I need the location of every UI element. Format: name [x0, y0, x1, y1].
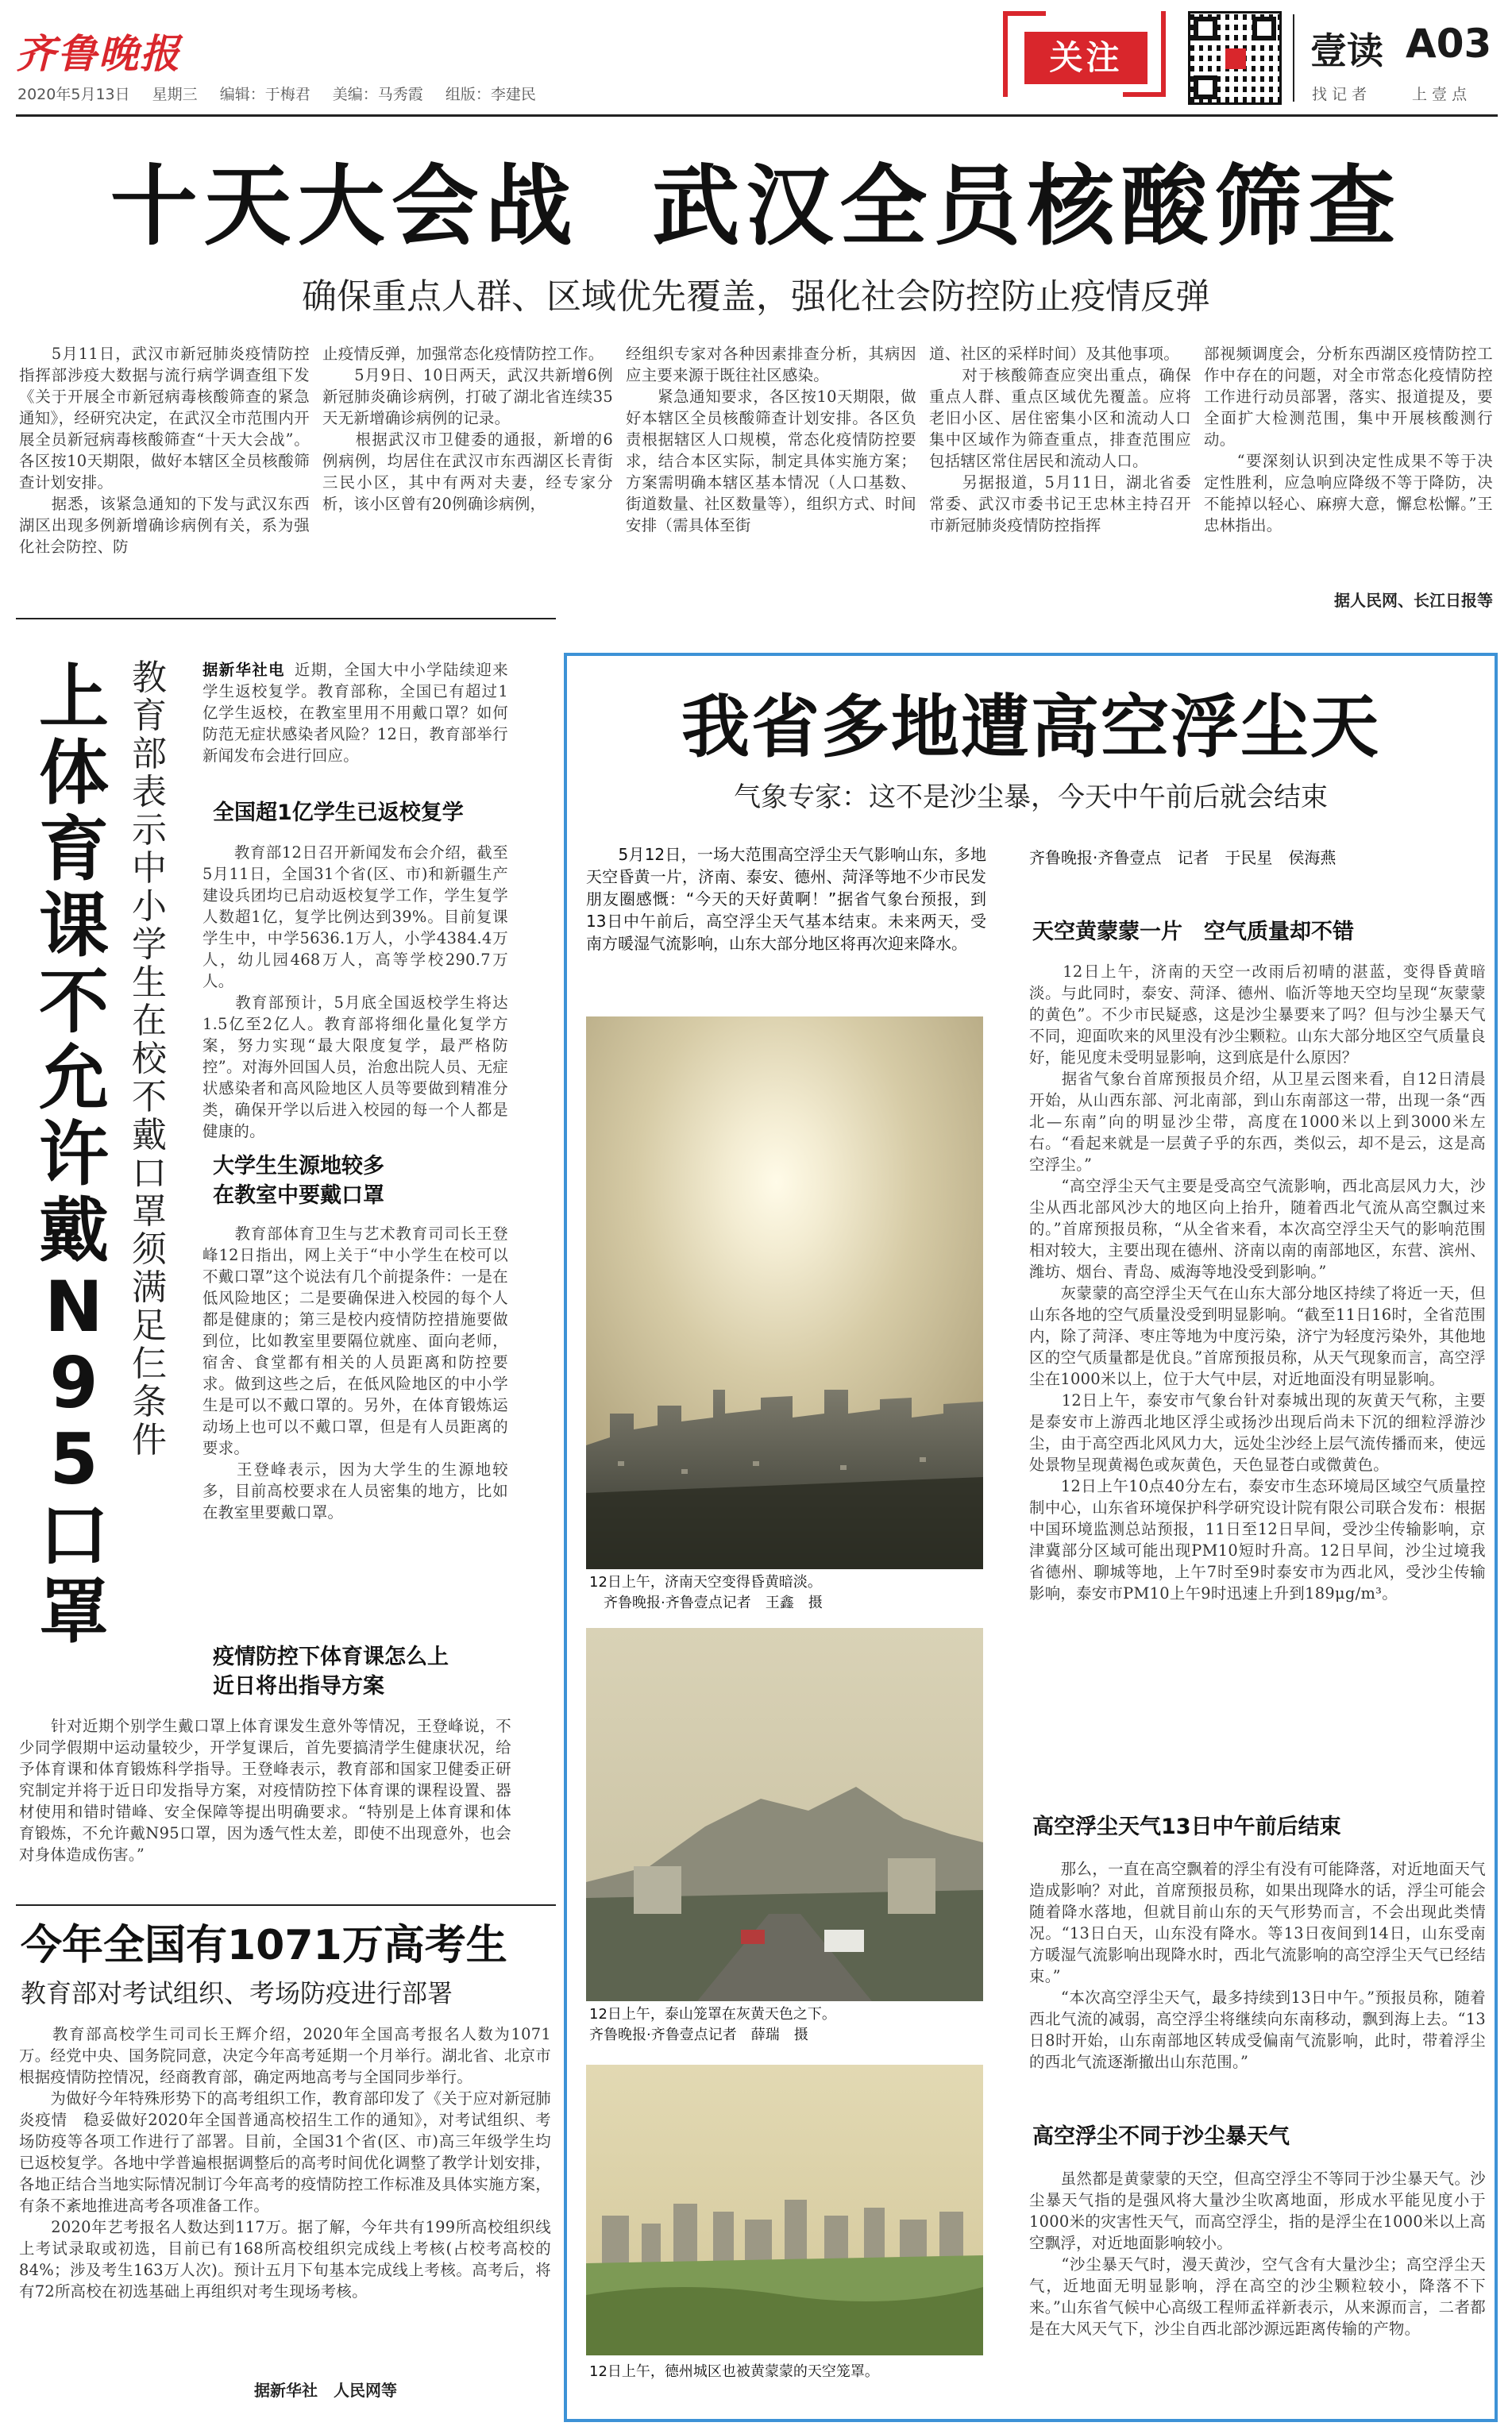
page-number: A03: [1406, 21, 1492, 67]
lead-column-1: 5月11日，武汉市新冠肺炎疫情防控指挥部涉疫大数据与流行病学调查组下发《关于开展全市新冠病毒核酸筛查的紧急通知》，经研究决定，在武汉全市范围内开展全员新冠病毒核酸筛查“十天大会战”。各区按10天期限，做好本辖区全员核酸筛查计划安排。 据悉，该紧急通知的下发与武汉东西湖区出现多例新增确诊病例有关，系为强化社会防控、防: [19, 345, 310, 556]
pe-bottom-rule: [16, 1904, 556, 1906]
pe-source-label: 据新华社电: [202, 661, 285, 679]
photo-jinan-caption: [589, 1572, 986, 1614]
pe-sub3-line1: 疫情防控下体育课怎么上: [213, 1645, 449, 1669]
photo-jinan-caption-line2: 齐鲁晚报·齐鲁壹点记者 王鑫 摄: [604, 1595, 823, 1611]
newspaper-logo: 齐鲁晚报: [16, 30, 181, 77]
pe-p1: 教育部12日召开新闻发布会介绍，截至5月11日，全国31个省(区、市)和新疆生产建设兵团均已启动返校复学工作，学生复学人数超1亿，复学比例达到39%。目前复课学生中，中学5636.1万人，小学4384.4万人，幼儿园468万人，高等学校290.7万人。 教育部预计，5月底全国返校学生将达1.5亿至2亿人。教育部将细化量化复学方案，努力实现“最大限度复学，最严格防控”。对海外回国人员，治愈出院人员、无症状感染者和高风险地区人员等要做到精准分类，确保开学以后进入校园的每一个人都是健康的。: [202, 843, 508, 1140]
pe-p3: 针对近期个别学生戴口罩上体育课发生意外等情况，王登峰说，不少同学假期中运动量较少，开学复课后，首先要搞清学生健康状况，给予体育课和体育锻炼科学指导。王登峰表示，教育部和国家卫健委正研究制定并将于近日印发指导方案，对疫情防控下体育课的课程设置、器材使用和错时错峰、安全保障等提出明确要求。“特别是上体育课和体育锻炼，不允许戴N95口罩，因为透气性太差，即使不出现意外，也会对身体造成伤害。”: [19, 1717, 511, 1864]
masthead: [0, 0, 1512, 127]
photo-taishan-gray-sky: [586, 1628, 983, 2001]
pe-headline: [30, 656, 118, 1653]
issue-weekday: 星期三: [152, 86, 198, 103]
pe-sub3: [213, 1642, 515, 1701]
lead-source: 据人民网、长江日报等: [1334, 591, 1493, 610]
lead-column-3: 经组织专家对各种因素排查分析，其病因应主要来源于既往社区感染。 紧急通知要求，各区按10天期限，做好本辖区全员核酸筛查计划安排。各区负责根据辖区人口规模，常态化疫情防控要求，结合本区实际，制定具体实施方案；方案需明确本辖区基本情况（人口基数、街道数量、社区数量等），组织方式、时间安排（需具体至街: [626, 345, 916, 534]
art-editor-credit: 美编：马秀霞: [332, 86, 423, 103]
lead-bottom-rule: [16, 618, 556, 619]
photo-taishan-caption-line1: 12日上午，泰山笼罩在灰黄天色之下。: [589, 2006, 836, 2023]
dust-lead-text: 5月12日，一场大范围高空浮尘天气影响山东，多地天空昏黄一片，济南、泰安、德州、菏泽等地不少市民发朋友圈感慨：“今天的天好黄啊！”据省气象台预报，到13日中午前后，高空浮尘天气基本结束。未来两天，受南方暖湿气流影响，山东大部分地区将再次迎来降水。: [586, 845, 986, 953]
photo-dezhou-yellow-sky: [586, 2065, 983, 2355]
exam-subhead: 教育部对考试组织、考场防疫进行部署: [21, 1978, 453, 2008]
qr-code[interactable]: [1188, 11, 1282, 105]
slogan-find-reporter: 找 记 者: [1312, 86, 1367, 103]
dust-sub3: 高空浮尘不同于沙尘暴天气: [1032, 2124, 1290, 2149]
dust-headline: 我省多地遭高空浮尘天: [681, 688, 1380, 767]
lead-column-4: 道、社区的采样时间）及其他事项。 对于核酸筛查应突出重点，确保重点人群、重点区域优先覆盖。应将老旧小区、居住密集小区和流动人口集中区域作为筛查重点，排查范围应包括辖区常住居民和流动人口。 另据报道，5月11日，湖北省委常委、武汉市委书记王忠林主持召开市新冠肺炎疫情防控指挥: [929, 345, 1191, 534]
lead-column-5: 部视频调度会，分析东西湖区疫情防控工作中存在的问题，对全市常态化疫情防控工作进行动员部署，落实、报道提及，要全面扩大检测范围，集中开展核酸测行动。 “要深刻认识到决定性成果不等于决定性胜利，应急响应降级不等于降防，决不能掉以轻心、麻痹大意，懈怠松懈。”王忠林指出。: [1204, 345, 1493, 534]
lead-subhead: 确保重点人群、区域优先覆盖，强化社会防控防止疫情反弹: [302, 276, 1210, 317]
pe-intro-text: 近期，全国大中小学陆续迎来学生返校复学。教育部称，全国已有超过1亿学生返校，在教室里用不用戴口罩？如何防范无症状感染者风险？12日，教育部举行新闻发布会进行回应。: [202, 661, 508, 765]
exam-body: 教育部高校学生司司长王辉介绍，2020年全国高考报名人数为1071万。经党中央、国务院同意，决定今年高考延期一个月举行。湖北省、北京市根据疫情防控情况，经商教育部，确定两地高考与全国同步举行。 为做好今年特殊形势下的高考组织工作，教育部印发了《关于应对新冠肺炎疫情 稳妥做好2020年全国普通高校招生工作的通知》，对考试组织、考场防疫等各项工作进行了部署。目前，全国31个省(区、市)高三年级学生均已返校复学。各地中学普遍根据调整后的高考时间优化调整了教学计划安排，各地正结合当地实际情况制订今年高考的疫情防控工作标准及具体实施方案，有条不紊地推进高考各项准备工作。 2020年艺考报名人数达到117万。据了解，今年共有199所高校组织线上考试录取或初选，目前已有168所高校组织完成线上考核(占校考高校的84%；涉及考生163万人次)。预计五月下旬基本完成线上考核。高考后，将有72所高校在初选基础上再组织对考生现场考核。: [19, 2025, 551, 2301]
issue-info: [17, 83, 536, 104]
photo-taishan-caption: [589, 2004, 986, 2046]
pe-headline-text: 上体育课不允许戴N95口罩: [38, 656, 109, 1653]
masthead-rule: [16, 114, 1498, 117]
pe-sub2: [213, 1151, 515, 1210]
photo-dezhou-caption: 12日上午，德州城区也被黄蒙蒙的天空笼罩。: [589, 2363, 879, 2380]
dust-sub2: 高空浮尘天气13日中午前后结束: [1032, 1815, 1341, 1839]
pe-p2: 教育部体育卫生与艺术教育司司长王登峰12日指出，网上关于“中小学生在校可以不戴口罩”这个说法有几个前提条件：一是在低风险地区；二是要确保进入校园的每个人都是健康的；第三是校内疫情防控措施要做到位，比如教室里要隔位就座、面向老师，宿舍、食堂都有相关的人员距离和防控要求。做到这些之后，在低风险地区的中小学生是可以不戴口罩的。另外，在体育锻炼运动场上也可以不戴口罩，但是有人员距离的要求。 王登峰表示，因为大学生的生源地较多，目前高校要求在人员密集的地方，比如在教室里要戴口罩。: [202, 1225, 508, 1522]
slogan-go-app: 上 壹 点: [1412, 86, 1468, 103]
focus-label: 关注: [1024, 32, 1148, 84]
section-name: 壹读: [1310, 29, 1383, 72]
dust-sub1: 天空黄蒙蒙一片 空气质量却不错: [1032, 920, 1354, 944]
photo-jinan-yellow-sky: [586, 1016, 983, 1569]
editor-credit: 编辑：于梅君: [219, 86, 310, 103]
masthead-divider: [1293, 14, 1294, 102]
pe-sub2-line1: 大学生生源地较多: [213, 1154, 384, 1178]
lead-headline: 十天大会战 武汉全员核酸筛查: [110, 156, 1402, 257]
layout-editor-credit: 组版：李建民: [445, 86, 536, 103]
dust-byline: 齐鲁晚报·齐鲁壹点 记者 于民星 侯海燕: [1029, 848, 1336, 867]
dust-p1: 12日上午，济南的天空一改雨后初晴的湛蓝，变得昏黄暗淡。与此同时，泰安、菏泽、德州、临沂等地天空均呈现“灰蒙蒙的黄色”。不少市民疑惑，这是沙尘暴要来了吗？但与沙尘暴天气不同，迎面吹来的风里没有沙尘颗粒。山东大部分地区空气质量良好，能见度未受明显影响，这到底是什么原因？ 据省气象台首席预报员介绍，从卫星云图来看，自12日清晨开始，从山西东部、河北南部，到山东南部这一带，出现一条“西北—东南”向的明显沙尘带，高度在1000米以上到3000米左右。“看起来就是一层黄子乎的东西，类似云，却不是云，这是高空浮尘。” “高空浮尘天气主要是受高空气流影响，西北高层风力大，沙尘从西北部风沙大的地区向上抬升，随着西北气流从高空飘过来的。”首席预报员称，“从全省来看，本次高空浮尘天气的影响范围相对较大，主要出现在德州、济南以南的南部地区，东营、滨州、潍坊、烟台、青岛、威海等地没受到影响。” 灰蒙蒙的高空浮尘天气在山东大部分地区持续了将近一天，但山东各地的空气质量没受到明显影响。“截至11日16时，全省范围内，除了菏泽、枣庄等地为中度污染，济宁为轻度污染外，其他地区的空气质量都是优良。”首席预报员称，从天气现象而言，高空浮尘在1000米以上，位于大气中层，对近地面没有明显影响。 12日上午，泰安市气象台针对泰城出现的灰黄天气称，主要是泰安市上游西北地区浮尘或扬沙出现后尚未下沉的细粒浮游沙尘，由于高空西北风风力大，远处尘沙经上层气流传播而来，使远处景物呈现黄褐色或灰黄色，天色显苍白或微黄色。 12日上午10点40分左右，泰安市生态环境局区域空气质量控制中心，山东省环境保护科学研究设计院有限公司联合发布：根据中国环境监测总站预报，11日至12日早间，受沙尘传输影响，京津冀部分区域可能出现PM10短时升高。12日早间，沙尘过境我省德州、聊城等地，上午7时至9时泰安市为西北风，受沙尘传输影响，泰安市PM10上午9时迅速上升到189μg/m³。: [1029, 962, 1486, 1603]
photo-jinan-caption-line1: 12日上午，济南天空变得昏黄暗淡。: [589, 1574, 822, 1591]
dust-p3: 虽然都是黄蒙蒙的天空，但高空浮尘不等同于沙尘暴天气。沙尘暴天气指的是强风将大量沙尘吹离地面，形成水平能见度小于1000米的灾害性天气，而高空浮尘，指的是浮尘在1000米以上高空飘浮，对近地面影响较小。 “沙尘暴天气时，漫天黄沙，空气含有大量沙尘；高空浮尘天气，近地面无明显影响，浮在高空的沙尘颗粒较小，降落不下来。”山东省气候中心高级工程师孟祥新表示，从来源而言，二者都是在大风天气下，沙尘自西北部沙源远距离传输的产物。: [1029, 2170, 1486, 2338]
lead-column-2: 止疫情反弹，加强常态化疫情防控工作。 5月9日、10日两天，武汉共新增6例新冠肺炎确诊病例，打破了湖北省连续35天无新增确诊病例的记录。 根据武汉市卫健委的通报，新增的6例病例，均居住在武汉市东西湖区长青街三民小区，其中有两对夫妻，经专家分析，该小区曾有20例确诊病例，: [322, 345, 613, 513]
exam-source: 据新华社 人民网等: [254, 2381, 397, 2400]
pe-sub2-line2: 在教室中要戴口罩: [213, 1183, 384, 1208]
pe-kicker: 教育部表示中小学生在校不戴口罩须满足仨条件: [132, 658, 167, 1460]
exam-headline: 今年全国有1071万高考生: [21, 1922, 507, 1969]
pe-intro: [202, 659, 508, 770]
photo-taishan-caption-line2: 齐鲁晚报·齐鲁壹点记者 薛瑞 摄: [589, 2027, 808, 2043]
dust-subhead: 气象专家：这不是沙尘暴，今天中午前后就会结束: [734, 781, 1328, 813]
issue-date: 2020年5月13日: [17, 86, 130, 103]
pe-sub1: 全国超1亿学生已返校复学: [213, 800, 464, 825]
pe-sub3-line2: 近日将出指导方案: [213, 1674, 384, 1699]
dust-p2: 那么，一直在高空飘着的浮尘有没有可能降落，对近地面天气造成影响？对此，首席预报员称，如果出现降水的话，浮尘可能会随着降水落地，但就目前山东的天气形势而言，不会出现此类情况。“13日白天，山东没有降水。等13日夜间到14日，山东受南方暖湿气流影响出现降水时，西北气流影响的高空浮尘天气已经结束。” “本次高空浮尘天气，最多持续到13日中午。”预报员称，随着西北气流的减弱，高空浮尘将继续向东南移动，飘到海上去。“13日8时开始，山东南部地区转成受偏南气流影响，此时，带着浮尘的西北气流逐渐撤出山东范围。”: [1029, 1860, 1486, 2071]
